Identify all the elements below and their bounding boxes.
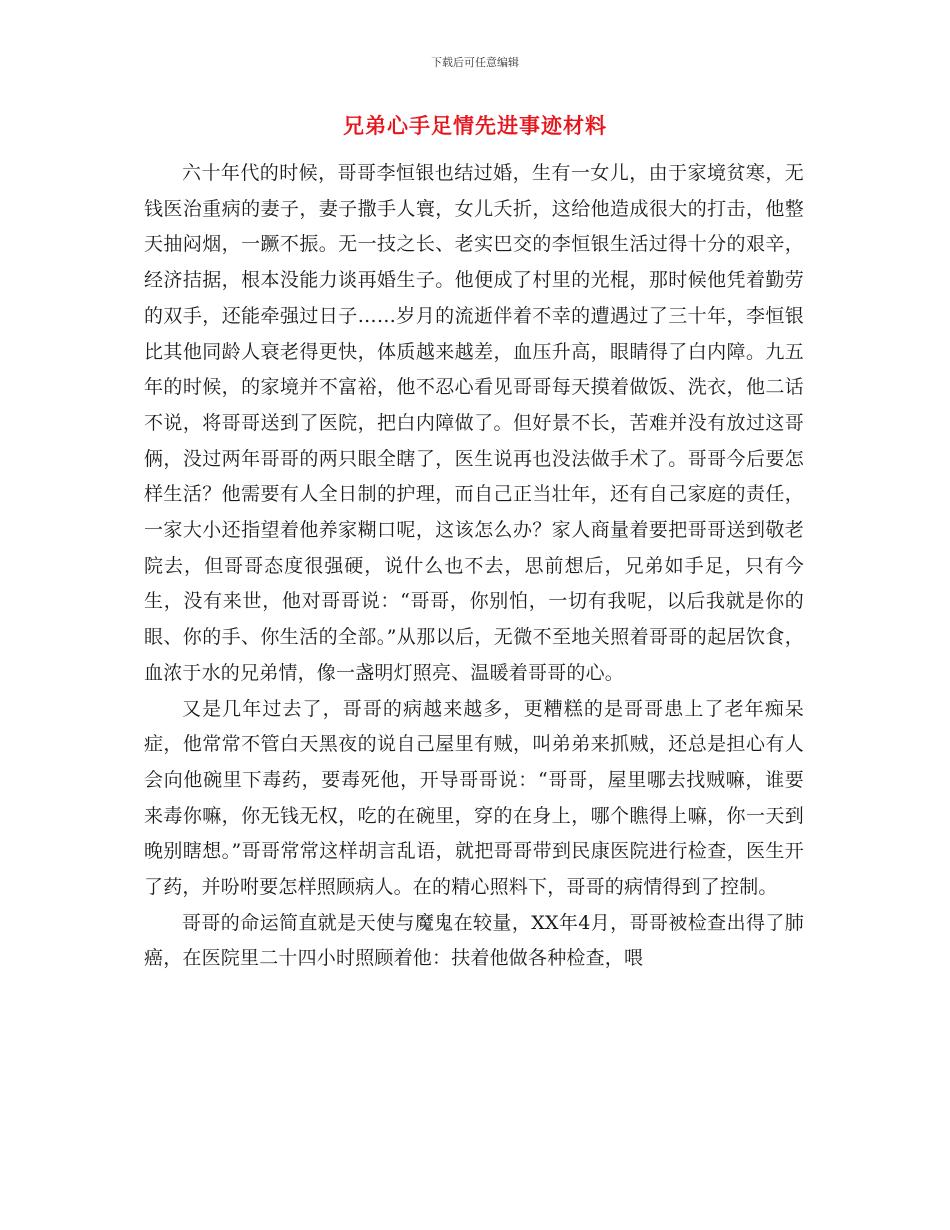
paragraph-3: 哥哥的命运简直就是天使与魔鬼在较量，XX年4月，哥哥被检查出得了肺癌，在医院里二十四小时照顾着他：扶着他做各种检查，喂 — [144, 911, 804, 970]
header-note: 下载后可任意编辑 — [431, 56, 519, 69]
paragraph-2: 又是几年过去了，哥哥的病越来越多，更糟糕的是哥哥患上了老年痴呆症，他常常不管白天黑夜的说自己屋里有贼，叫弟弟来抓贼，还总是担心有人会向他碗里下毒药，要毒死他，开导哥哥说：“哥哥，屋里哪去找贼嘛，谁要来毒你嘛，你无钱无权，吃的在碗里，穿的在身上，哪个瞧得上嘛，你一天到晚别瞎想。”哥哥常常这样胡言乱语，就把哥哥带到民康医院进行检查，医生开了药，并吩咐要怎样照顾病人。在的精心照料下，哥哥的病情得到了控制。 — [144, 697, 804, 899]
document-title: 兄弟心手足情先进事迹材料 — [343, 113, 607, 138]
paragraph-1: 六十年代的时候，哥哥李恒银也结过婚，生有一女儿，由于家境贫寒，无钱医治重病的妻子，妻子撒手人寰，女儿夭折，这给他造成很大的打击，他整天抽闷烟，一蹶不振。无一技之长、老实巴交的李恒银生活过得十分的艰辛，经济拮据，根本没能力谈再婚生子。他便成了村里的光棍，那时候他凭着勤劳的双手，还能牵强过日子……岁月的流逝伴着不幸的遭遇过了三十年，李恒银比其他同龄人衰老得更快，体质越来越差，血压升高，眼睛得了白内障。九五年的时候，的家境并不富裕，他不忍心看见哥哥每天摸着做饭、洗衣，他二话不说，将哥哥送到了医院，把白内障做了。但好景不长，苦难并没有放过这哥俩，没过两年哥哥的两只眼全瞎了，医生说再也没法做手术了。哥哥今后要怎样生活？他需要有人全日制的护理，而自己正当壮年，还有自己家庭的责任，一家大小还指望着他养家糊口呢，这该怎么办？家人商量着要把哥哥送到敬老院去，但哥哥态度很强硬，说什么也不去，思前想后，兄弟如手足，只有今生，没有来世，他对哥哥说：“哥哥，你别怕，一切有我呢，以后我就是你的眼、你的手、你生活的全部。”从那以后，无微不至地关照着哥哥的起居饮食，血浓于水的兄弟情，像一盏明灯照亮、温暖着哥哥的心。 — [144, 162, 804, 684]
document-body — [144, 156, 804, 977]
